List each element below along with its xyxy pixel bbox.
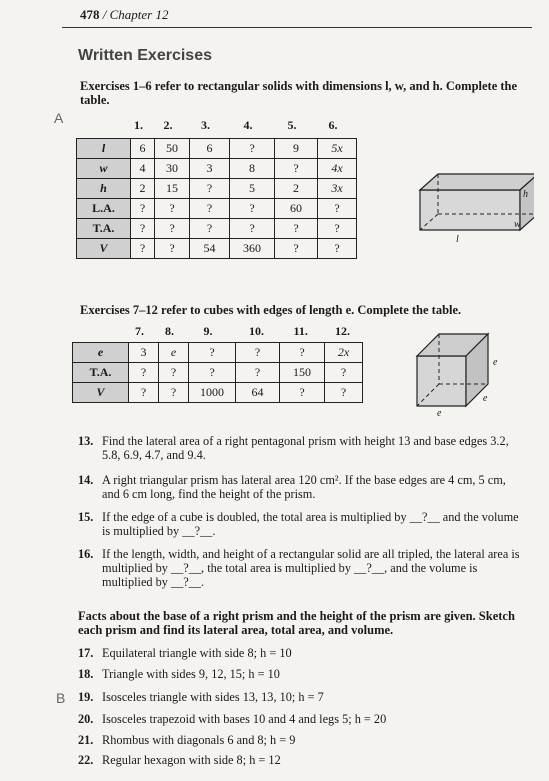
exercise-number: 14. (78, 473, 94, 487)
table-cell: 2x (325, 343, 363, 363)
table-cell: 4x (318, 159, 357, 179)
level-a-marker: A (54, 110, 64, 126)
cube-figure (414, 330, 494, 410)
table-cell: 1000 (189, 383, 236, 403)
table-cell: ? (325, 363, 363, 383)
exercise-text: If the edge of a cube is doubled, the total area is multiplied by __?__ and the volume is multiplied by __?__. (102, 510, 519, 538)
table-cell: ? (275, 219, 318, 239)
exercise-text: Find the lateral area of a right pentagonal prism with height 13 and base edges 3.2, 5.8, 6.9, 4.7, and 9.4. (102, 434, 509, 462)
table2-row (73, 343, 363, 363)
problem-text: Rhombus with diagonals 6 and 8; h = 9 (102, 733, 296, 747)
table-cell: ? (155, 199, 190, 219)
problem-text: Equilateral triangle with side 8; h = 10 (102, 646, 292, 660)
exercise-number: 16. (78, 547, 94, 561)
problem-text: Triangle with sides 9, 12, 15; h = 10 (102, 667, 280, 681)
fig2-e-label-right: e (493, 357, 498, 368)
table-cell: 15 (155, 179, 190, 199)
table1-row (77, 179, 357, 199)
table-cell: 360 (230, 239, 275, 259)
column-number: 7. (135, 324, 144, 338)
level-b-marker: B (56, 690, 66, 706)
table-cell: 6 (131, 139, 155, 159)
table-cell: 3 (129, 343, 159, 363)
table-cell: ? (230, 139, 275, 159)
table-cell: 9 (275, 139, 318, 159)
table-cell: 3x (318, 179, 357, 199)
column-number: 2. (163, 118, 173, 132)
table-cell: ? (280, 383, 325, 403)
table-cell: ? (129, 383, 159, 403)
row-header: l (77, 139, 131, 159)
table-cell: ? (230, 219, 275, 239)
section-title: Written Exercises (78, 47, 212, 64)
problem-text: Isosceles triangle with sides 13, 13, 10; h = 7 (102, 690, 324, 704)
table-cell: ? (318, 239, 357, 259)
fig2-e-label-depth: e (483, 393, 488, 404)
table-cell: 8 (230, 159, 275, 179)
table-cell: ? (236, 343, 280, 363)
cubes-table (72, 342, 363, 403)
column-number: 4. (243, 118, 253, 132)
table-cell: ? (131, 239, 155, 259)
table-cell: ? (131, 199, 155, 219)
page-number: 478 (80, 7, 100, 22)
row-header: h (77, 179, 131, 199)
table-cell: 5 (230, 179, 275, 199)
problem-text: Isosceles trapezoid with bases 10 and 4 and legs 5; h = 20 (102, 712, 387, 726)
row-header: L.A. (77, 199, 131, 219)
table-cell: ? (189, 363, 236, 383)
problem-number: 19. (78, 690, 94, 704)
row-header: w (77, 159, 131, 179)
table1-row (77, 239, 357, 259)
problem-number: 17. (78, 646, 94, 660)
fig1-w-label: w (514, 219, 521, 230)
table-cell: 2 (131, 179, 155, 199)
column-number: 9. (203, 324, 213, 338)
exercise-number: 15. (78, 510, 94, 524)
table-cell: 64 (236, 383, 280, 403)
column-number: 12. (335, 324, 350, 338)
problem-text: Regular hexagon with side 8; h = 12 (102, 753, 281, 767)
fig2-e-label-bottom: e (437, 408, 442, 419)
exercise-number: 13. (78, 434, 94, 448)
table-cell: ? (190, 199, 230, 219)
table-cell: 4 (131, 159, 155, 179)
exercise-text: If the length, width, and height of a rectangular solid are all tripled, the lateral area is multiplied by __?__, the total area is multiplied by __?__, and the volume is multiplied by __?__. (102, 547, 520, 589)
problem-number: 20. (78, 712, 94, 726)
fig1-h-label: h (523, 189, 528, 200)
column-number: 5. (287, 118, 297, 132)
row-header: T.A. (77, 219, 131, 239)
table-cell: e (159, 343, 189, 363)
table1-row (77, 219, 357, 239)
table-cell: ? (318, 199, 357, 219)
table-cell: ? (159, 363, 189, 383)
row-header: T.A. (73, 363, 129, 383)
page-header (80, 7, 168, 23)
table1-row (77, 159, 357, 179)
table1-row (77, 139, 357, 159)
table-cell: 6 (190, 139, 230, 159)
column-number: 3. (201, 118, 210, 132)
column-number: 8. (165, 324, 174, 338)
table-cell: ? (275, 159, 318, 179)
table-cell: 54 (190, 239, 230, 259)
table-cell: ? (131, 219, 155, 239)
table-cell: 30 (155, 159, 190, 179)
table-cell: 5x (318, 139, 357, 159)
table-cell: ? (275, 239, 318, 259)
row-header: V (77, 239, 131, 259)
problem-number: 21. (78, 733, 94, 747)
column-number: 10. (249, 324, 264, 338)
table-cell: ? (190, 219, 230, 239)
table-cell: ? (318, 219, 357, 239)
table-cell: ? (159, 383, 189, 403)
table-cell: ? (155, 219, 190, 239)
prism-facts-instructions: Facts about the base of a right prism and the height of the prism are given. Sketch each prism and find its lateral area, total area, and volume. (78, 609, 515, 637)
table1-row (77, 199, 357, 219)
rectangular-solid-figure (414, 168, 534, 248)
exercise-text: A right triangular prism has lateral area 120 cm². If the base edges are 4 cm, 5 cm, and 6 cm long, find the height of the prism. (102, 473, 506, 501)
table-cell: ? (190, 179, 230, 199)
fig1-l-label: l (456, 234, 459, 245)
table-cell: 50 (155, 139, 190, 159)
problem-number: 22. (78, 753, 94, 767)
table-cell: 60 (275, 199, 318, 219)
rectangular-solids-table (76, 138, 357, 259)
column-number: 1. (134, 118, 143, 132)
table-cell: ? (280, 343, 325, 363)
column-number: 6. (328, 118, 338, 132)
table-cell: ? (230, 199, 275, 219)
table-cell: 3 (190, 159, 230, 179)
intro-exercises-7-12: Exercises 7–12 refer to cubes with edges of length e. Complete the table. (80, 303, 462, 317)
table-cell: ? (236, 363, 280, 383)
table-cell: 150 (280, 363, 325, 383)
column-number: 11. (293, 324, 308, 338)
table-cell: 2 (275, 179, 318, 199)
table2-row (73, 383, 363, 403)
table2-row (73, 363, 363, 383)
row-header: V (73, 383, 129, 403)
intro-exercises-1-6: Exercises 1–6 refer to rectangular solids with dimensions l, w, and h. Complete the table. (80, 79, 518, 107)
problem-number: 18. (78, 667, 94, 681)
table-cell: ? (325, 383, 363, 403)
table-cell: ? (189, 343, 236, 363)
row-header: e (73, 343, 129, 363)
table-cell: ? (155, 239, 190, 259)
chapter-label: / Chapter 12 (102, 7, 169, 22)
header-rule (62, 27, 532, 28)
table-cell: ? (129, 363, 159, 383)
